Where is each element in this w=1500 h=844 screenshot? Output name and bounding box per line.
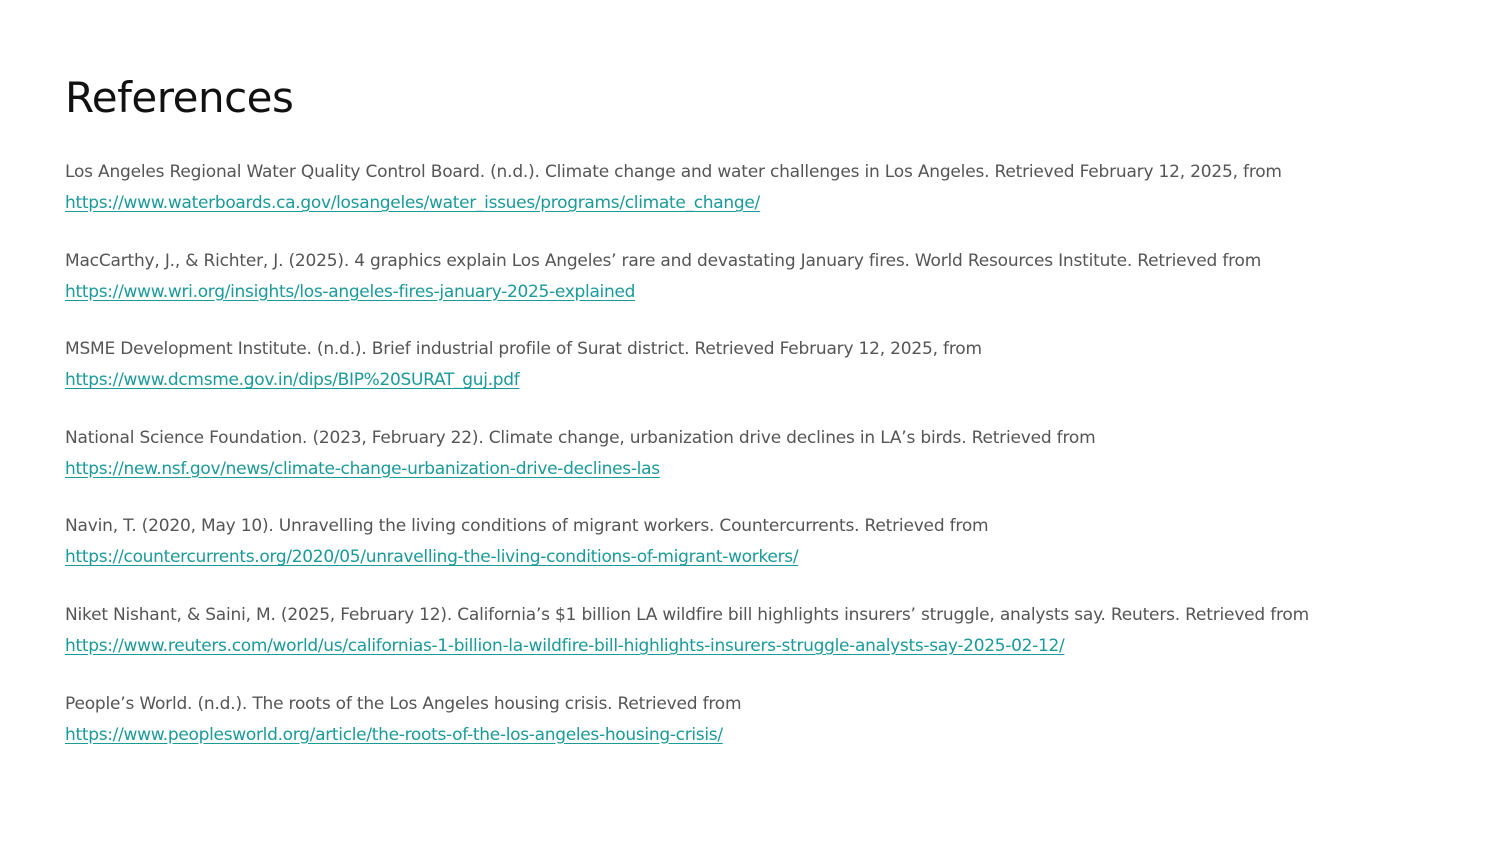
reference-text: MacCarthy, J., & Richter, J. (2025). 4 graphics explain Los Angeles’ rare and devastating January fires. World Resources Institute. Retrieved from xyxy=(65,250,1262,271)
reference-item-reuters xyxy=(65,600,1465,689)
reference-link[interactable]: https://new.nsf.gov/news/climate-change-urbanization-drive-declines-las xyxy=(65,458,660,479)
reference-link[interactable]: https://www.reuters.com/world/us/californias-1-billion-la-wildfire-bill-highlights-insurers-struggle-analysts-say-2025-02-12/ xyxy=(65,635,1065,656)
reference-link[interactable]: https://www.dcmsme.gov.in/dips/BIP%20SURAT_guj.pdf xyxy=(65,370,520,391)
reference-text: Los Angeles Regional Water Quality Control Board. (n.d.). Climate change and water challenges in Los Angeles. Retrieved February 12, 2025, from xyxy=(65,162,1282,182)
reference-item-countercurrents xyxy=(65,511,1465,600)
reference-item-wri xyxy=(65,246,1465,335)
reference-link[interactable]: https://www.waterboards.ca.gov/losangeles/water_issues/programs/climate_change/ xyxy=(65,193,760,213)
reference-link[interactable]: https://www.wri.org/insights/los-angeles-fires-january-2025-explained xyxy=(65,281,636,302)
reference-link[interactable]: https://www.peoplesworld.org/article/the-roots-of-the-los-angeles-housing-crisis/ xyxy=(65,724,723,745)
reference-text: MSME Development Institute. (n.d.). Brief industrial profile of Surat district. Retrieved February 12, 2025, from xyxy=(65,339,982,360)
reference-item-msme xyxy=(65,334,1465,423)
reference-item-water-board xyxy=(65,157,1465,246)
reference-item-nsf xyxy=(65,423,1465,512)
reference-text: Niket Nishant, & Saini, M. (2025, February 12). California’s $1 billion LA wildfire bill highlights insurers’ struggle, analysts say. Reuters. Retrieved from xyxy=(65,604,1309,625)
reference-link[interactable]: https://countercurrents.org/2020/05/unravelling-the-living-conditions-of-migrant-workers/ xyxy=(65,547,799,568)
reference-item-peoples-world xyxy=(65,689,1465,778)
reference-text: National Science Foundation. (2023, February 22). Climate change, urbanization drive declines in LA’s birds. Retrieved from xyxy=(65,427,1096,448)
page-title: References xyxy=(65,73,294,122)
reference-text: Navin, T. (2020, May 10). Unravelling the living conditions of migrant workers. Countercurrents. Retrieved from xyxy=(65,516,989,537)
reference-list xyxy=(65,157,1465,777)
reference-text: People’s World. (n.d.). The roots of the Los Angeles housing crisis. Retrieved from xyxy=(65,693,742,714)
